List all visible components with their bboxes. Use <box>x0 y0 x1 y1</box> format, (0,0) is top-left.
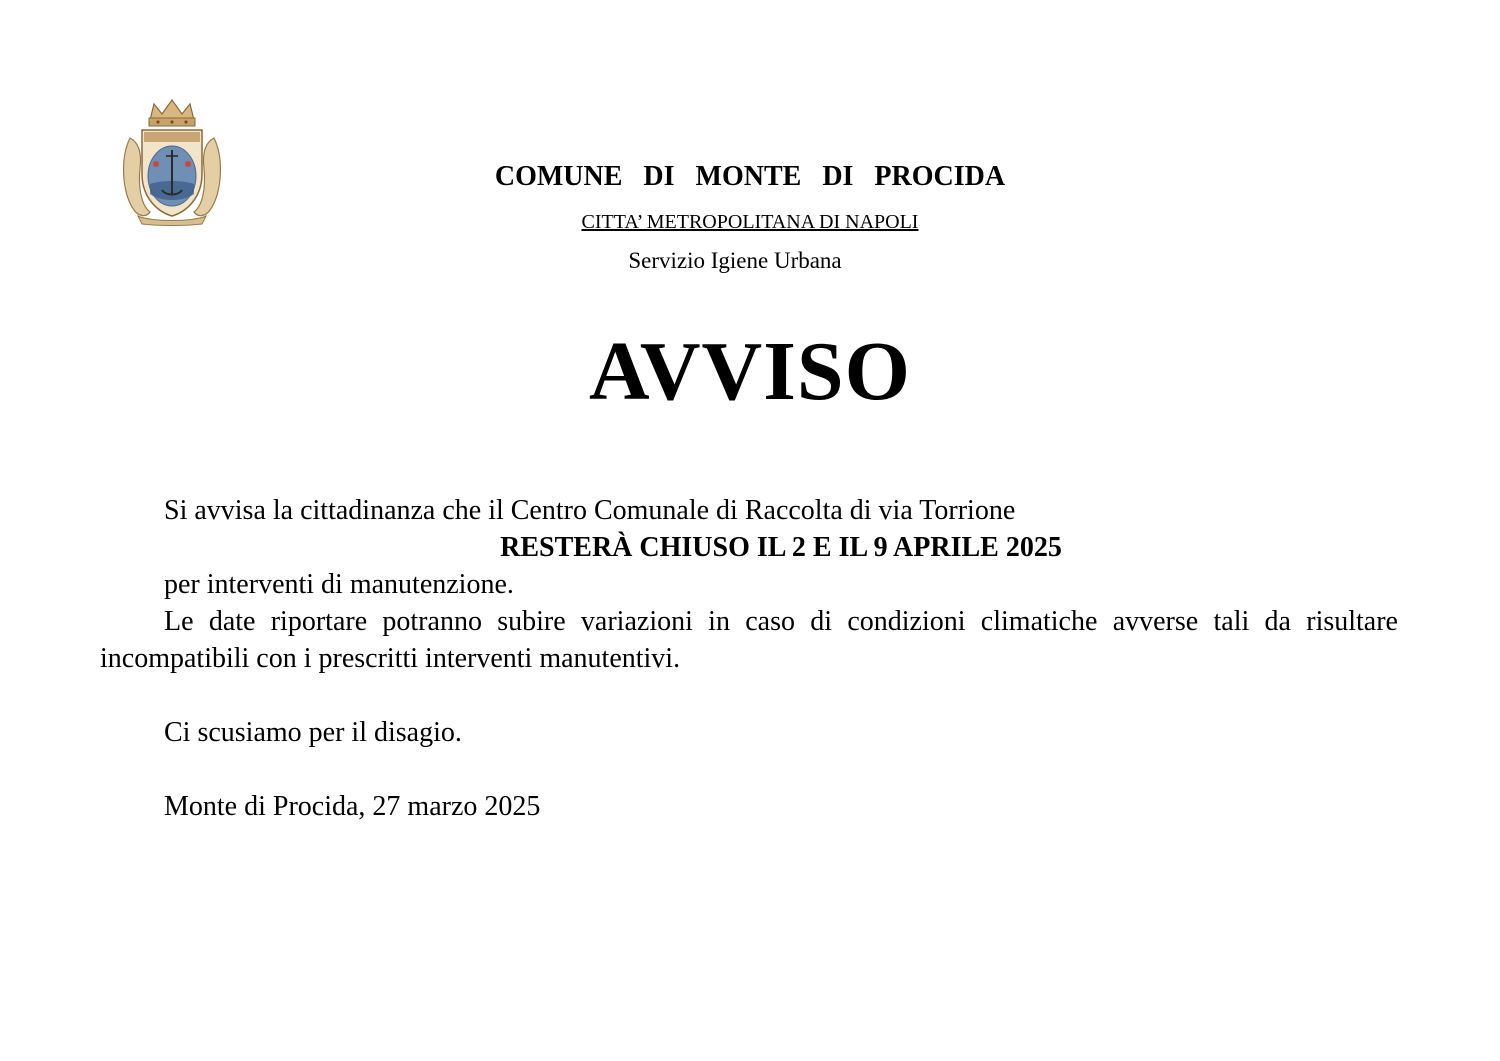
place-and-date: Monte di Procida, 27 marzo 2025 <box>164 791 541 822</box>
municipality-title: COMUNE DI MONTE DI PROCIDA <box>494 161 1006 192</box>
service-name: Servizio Igiene Urbana <box>628 248 842 273</box>
spacer <box>100 751 1398 788</box>
notice-line-1: Si avvisa la cittadinanza che il Centro Comunale di Raccolta di via Torrione <box>164 495 1016 526</box>
metropolitan-city-label: CITTA’ METROPOLITANA DI NAPOLI <box>581 211 919 233</box>
closure-dates: RESTERÀ CHIUSO IL 2 E IL 9 APRILE 2025 <box>500 532 1062 563</box>
notice-body <box>100 492 1398 825</box>
spacer <box>100 677 1398 714</box>
apology-line: Ci scusiamo per il disagio. <box>164 717 462 748</box>
notice-heading: AVVISO <box>589 325 911 418</box>
notice-paragraph-2: Le date riportare potranno subire variazioni in caso di condizioni climatiche avverse tali da risultare incompatibili con i prescritti interventi manutentivi. <box>100 606 1398 674</box>
metropolitan-city-subtitle <box>0 210 1500 234</box>
notice-line-2: per interventi di manutenzione. <box>164 569 514 600</box>
